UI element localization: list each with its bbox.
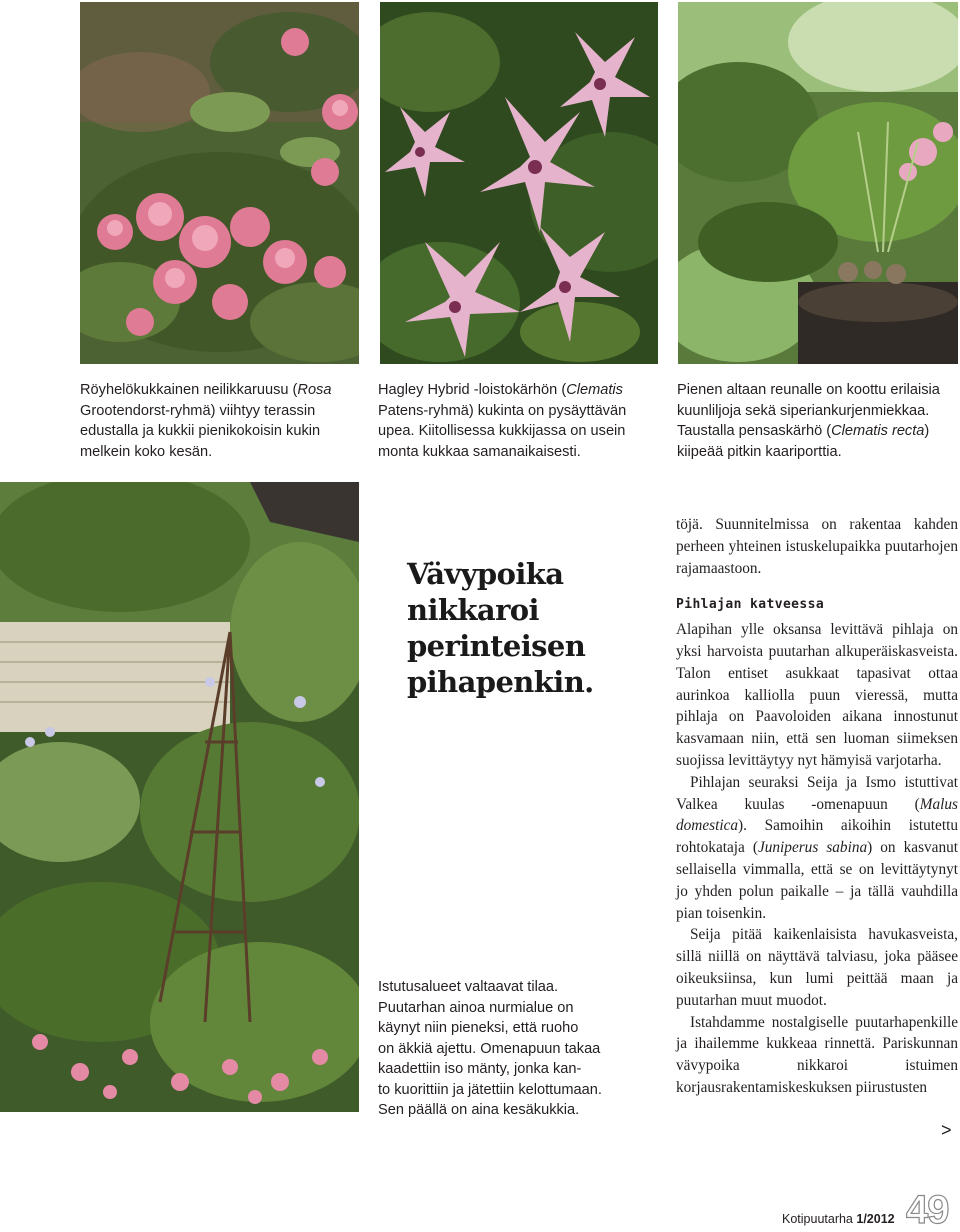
continue-arrow: >	[941, 1120, 952, 1140]
headline-line: perinteisen	[407, 629, 586, 663]
caption-rose: Röyhelökukkainen neilikkaruusu (Rosa Grootendorst-ryhmä) viihtyy terassin edustalla ja kukkii pienikokoisin kukin melkein koko kesän.	[80, 382, 332, 460]
photo-clematis	[380, 2, 658, 364]
magazine-issue	[782, 1212, 895, 1226]
headline-line: Vävypoika	[407, 557, 564, 591]
body-paragraph: töjä. Suunnitelmissa on rakentaa kahden perheen yhteinen istuskelupaikka puutarhojen rajamaastoon.	[676, 516, 958, 577]
headline-line: pihapenkin.	[407, 665, 594, 699]
headline-line: nikkaroi	[407, 593, 539, 627]
page-number: 49	[906, 1188, 949, 1232]
body-paragraph: Pihlajan seuraksi Seija ja Ismo istuttivat Valkea kuulas -omenapuun (Malus domestica). Samoihin aikoihin istutettu rohtokataja (Juniperus sabina) on kasvanut sellaisella vimmalla, että se on levittäytynyt jo yhden polun paikalle – ja tällä vauhdilla pian toisenkin.	[676, 773, 959, 922]
issue-number: 1/2012	[856, 1212, 895, 1226]
article-body	[676, 514, 958, 1099]
page-footer	[782, 1190, 960, 1230]
magazine-name: Kotipuutarha	[782, 1212, 853, 1226]
body-paragraph: Seija pitää kaikenlaisista havukasveista, sillä niillä on näyttävä talviasu, joka pääsee oikeuksiinsa, kun lumi peittää maan ja puutarhan muut muodot.	[676, 926, 958, 1009]
pull-quote-headline	[407, 556, 647, 700]
photo-pond	[678, 2, 958, 364]
section-subheading: Pihlajan katveessa	[676, 597, 825, 613]
caption-clematis: Hagley Hybrid -loistokärhön (Clematis Patens-ryhmä) kukinta on pysäyttävän upea. Kiitollisessa kukkijassa on usein monta kukkaa samanaikaisesti.	[378, 382, 627, 460]
caption-garden: Istutusalueet valtaavat tilaa. Puutarhan ainoa nurmialue on käynyt niin pieneksi, että ruoho on äkkiä ajettu. Omenapuun takaa kaadettiin iso mänty, jonka kan- to kuorittiin ja jätettiin kelottumaan. Sen päällä on aina kesäkukkia.	[378, 979, 602, 1118]
caption-pond: Pienen altaan reunalle on koottu erilaisia kuunliljoja sekä siperiankurjenmiekkaa. Taustalla pensaskärhö (Clematis recta) kiipeää pitkin kaariporttia.	[677, 382, 940, 460]
photo-rose	[80, 2, 359, 364]
photo-garden	[0, 482, 359, 1112]
body-paragraph: Istahdamme nostalgiselle puutarhapenkille ja ihailemme kukkeaa rinnettä. Pariskunnan vävypoika nikkaroi istuimen korjausrakentamiskeskuksen piirustusten	[676, 1013, 958, 1096]
body-paragraph: Alapihan ylle oksansa levittävä pihlaja on yksi harvoista puutarhan alkuperäiskasveista. Talon entiset asukkaat tapasivat ottaa aurinkoa kalliolla puun vieressä, mutta pihlaja on Paavoloiden aikana innostunut kasvamaan niin, että sen luoman siimeksen suojissa levittäytyy nyt hämyisä varjotarha.	[676, 621, 958, 769]
